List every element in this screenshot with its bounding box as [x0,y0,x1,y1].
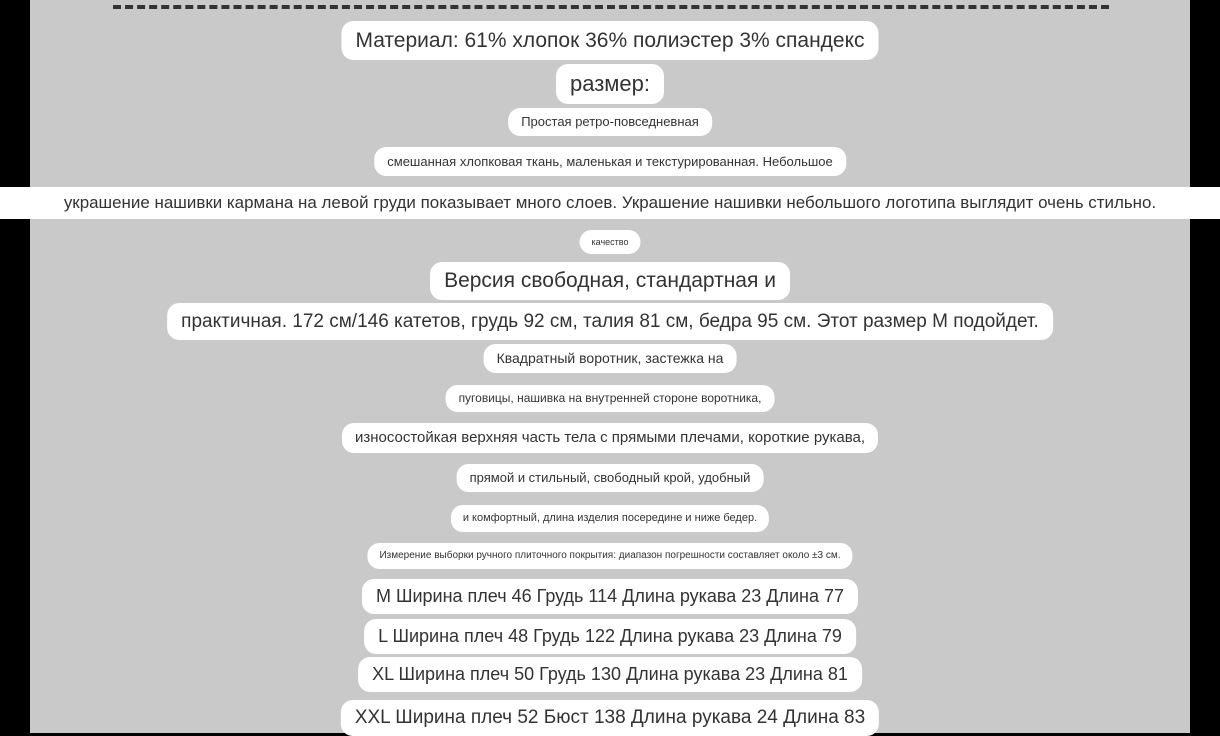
dashed-divider [113,5,1109,9]
cut-line: прямой и стильный, свободный крой, удобный [457,464,764,492]
size-heading: размер: [556,64,664,104]
description-line: качество [580,230,641,254]
collar-line: Квадратный воротник, застежка на [484,344,737,373]
description-line: Простая ретро-повседневная [508,108,712,136]
size-row-xxl: XXL Ширина плеч 52 Бюст 138 Длина рукава 24 Длина 83 [341,700,879,736]
size-row-xl: XL Ширина плеч 50 Грудь 130 Длина рукава 23 Длина 81 [358,657,862,692]
material-line: Материал: 61% хлопок 36% полиэстер 3% спандекс [341,21,878,60]
size-row-m: M Ширина плеч 46 Грудь 114 Длина рукава 23 Длина 77 [362,579,858,614]
description-line-wide: украшение нашивки кармана на левой груди показывает много слоев. Украшение нашивки небольшого логотипа выглядит очень стильно. [0,187,1220,219]
size-row-l: L Ширина плеч 48 Грудь 122 Длина рукава 23 Длина 79 [364,619,856,654]
fit-line: Версия свободная, стандартная и [430,262,790,300]
cut-line: и комфортный, длина изделия посередине и ниже бедер. [451,505,769,532]
fit-line: практичная. 172 см/146 катетов, грудь 92 см, талия 81 см, бедра 95 см. Этот размер M подойдет. [167,303,1053,340]
measurement-note: Измерение выборки ручного плиточного покрытия: диапазон погрешности составляет около ±3 см. [367,543,852,569]
description-line: смешанная хлопковая ткань, маленькая и текстурированная. Небольшое [374,147,846,176]
body-line: износостойкая верхняя часть тела с прямыми плечами, короткие рукава, [342,423,878,453]
collar-line: пуговицы, нашивка на внутренней стороне воротника, [446,385,775,412]
